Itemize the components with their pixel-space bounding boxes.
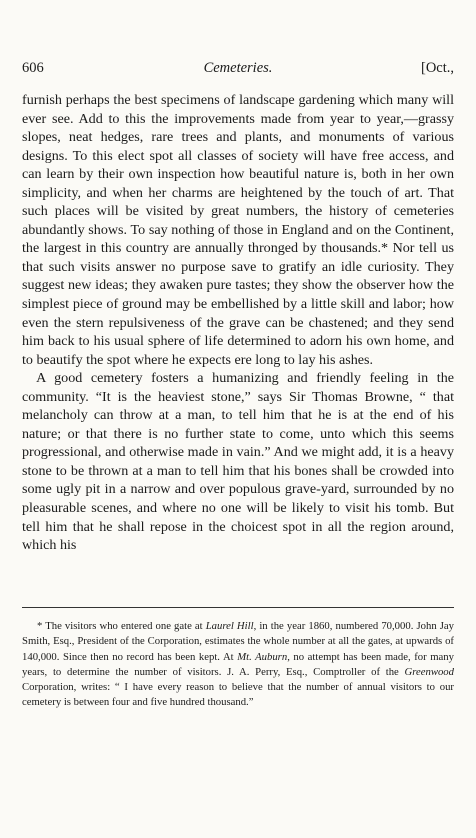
footnote-rule <box>22 607 454 608</box>
body-text <box>22 91 454 555</box>
footnote-mt-auburn: Mt. Auburn <box>237 650 288 663</box>
paragraph-2: A good cemetery fosters a humanizing and friendly feeling in the community. “It is the heaviest stone,” says Sir Thomas Browne, “ that melancholy can throw at a man, to tell him that he is at the end of his nature; or that there is no further state to come, unto which this seems progressional, and otherwise made in vain.” And we might add, it is a heavy stone to be thrown at a man to tell him that his bones shall be crowded into some ugly pit in a narrow and over populous grave-yard, surrounded by no pleasurable scenes, and where no one will be likely to visit his tomb. But tell him that he shall repose in the choicest spot in all the region around, which his <box>22 370 454 554</box>
footnote-greenwood: Greenwood <box>404 665 454 678</box>
footnote-part-3: , no attempt has been made, for many years, to determine the number of visitors. J. A. Perry, Esq., Comptroller of the <box>22 650 454 678</box>
running-title: Cemeteries. <box>203 60 273 76</box>
running-head-month: [Oct., <box>420 60 454 76</box>
running-head <box>22 60 454 80</box>
page-number: 606 <box>22 60 44 76</box>
footnote-laurel-hill: Laurel Hill <box>205 620 254 632</box>
paragraph-1: furnish perhaps the best specimens of landscape gardening which many will ever see. Add to this the improvements made from year to year,—grassy slopes, neat hedges, rare trees and plants, and monuments of various designs. To this elect spot all classes of society will have free access, and can learn by their own inspection how beautiful nature is, both in her own simplicity, and when her charms are heightened by the touch of art. That such places will be visited by great numbers, the history of cemeteries abundantly shows. To say nothing of those in England and on the Continent, the largest in this country are annually thronged by thousands.* Nor tell us that such visits answer no purpose save to gratify an idle curiosity. They suggest new ideas; they awaken pure tastes; they show the observer how the simplest piece of ground may be embellished by a little skill and labor; how even the stern repulsiveness of the grave can be chastened; and they send him back to his usual sphere of life determined to adorn his own home, and to beautify the spot where he expects ere long to lay his ashes. <box>22 92 454 368</box>
footnote-part-2: , in the year 1860, numbered 70,000. John Jay Smith, Esq., President of the Corporation, estimates the whole number at all the gates, at upwards of 140,000. Since then no record has been kept. At <box>22 620 454 663</box>
footnote <box>22 619 454 711</box>
footnote-part-1: * The visitors who entered one gate at <box>36 620 206 632</box>
footnote-part-4: Corporation, writes: “ I have every reason to believe that the number of annual visitors to our cemetery is between four and five hundred thousand.” <box>22 681 454 709</box>
